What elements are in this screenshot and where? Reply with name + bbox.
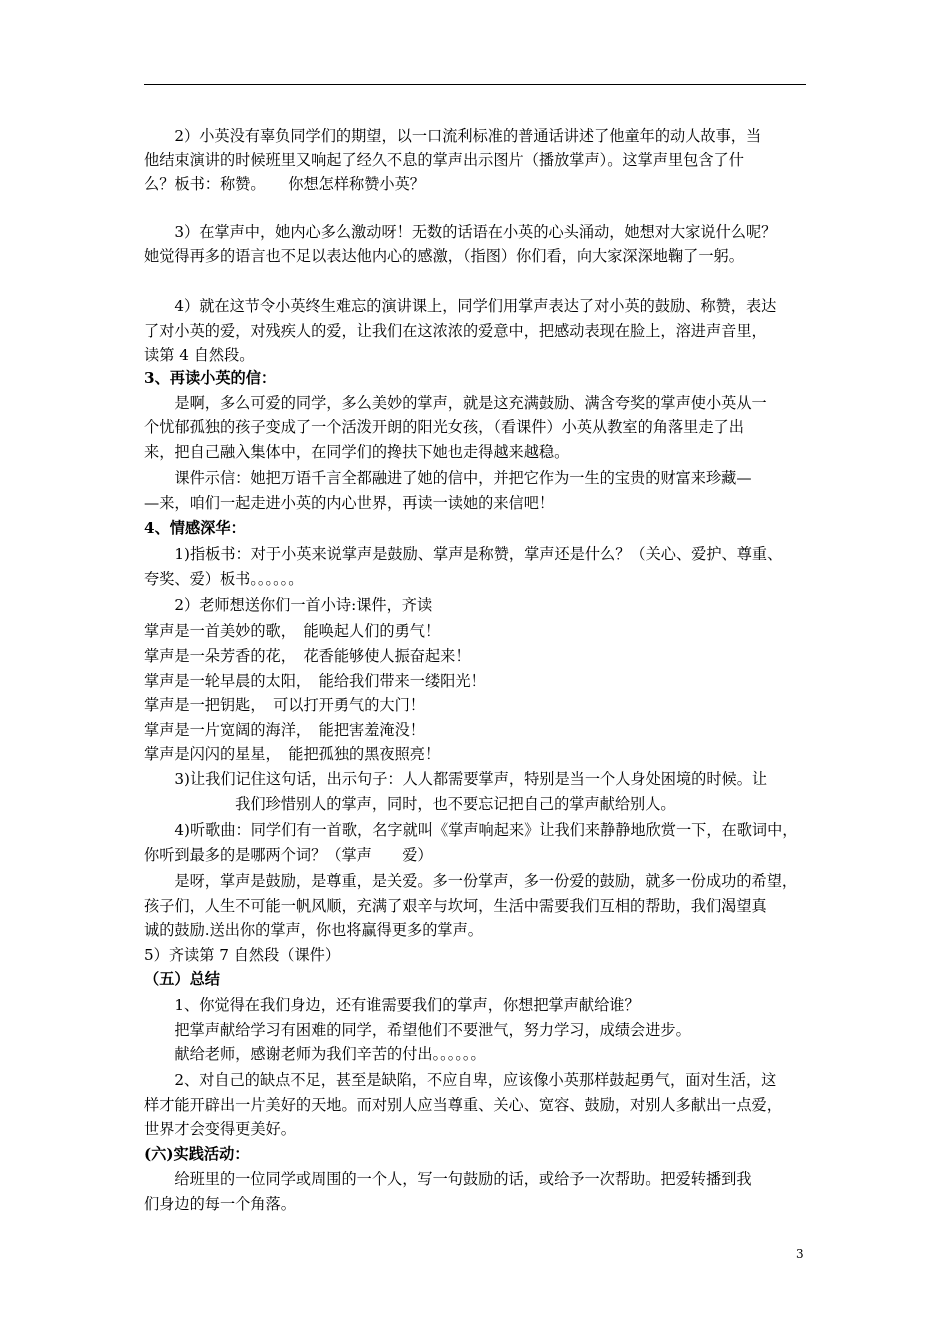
poem-line: 掌声是一朵芳香的花， 花香能够使人振奋起来！ [144,647,471,665]
poem-line: 掌声是一把钥匙， 可以打开勇气的大门！ [144,696,425,714]
paragraph-line: 样才能开辟出一片美好的天地。而对别人应当尊重、关心、宽容、鼓励，对别人多献出一点爱， [144,1096,782,1114]
paragraph-line: 是呀，掌声是鼓励，是尊重，是关爱。多一份掌声，多一份爱的鼓励，就多一份成功的希望， [144,872,798,890]
section-heading: 4、情感深华： [144,519,246,537]
paragraph-line: 读第 4 自然段。 [144,346,255,364]
paragraph-line: 诚的鼓励.送出你的掌声，你也将赢得更多的掌声。 [144,921,483,939]
paragraph-line: 你听到最多的是哪两个词？（掌声 爱） [144,846,433,864]
paragraph-line: 4）就在这节令小英终生难忘的演讲课上，同学们用掌声表达了对小英的鼓励、称赞，表达 [144,297,777,315]
paragraph-line: 2）老师想送你们一首小诗:课件，齐读 [144,596,433,614]
poem-line: 掌声是一首美妙的歌， 能唤起人们的勇气！ [144,622,441,640]
paragraph-line: 个忧郁孤独的孩子变成了一个活泼开朗的阳光女孩，（看课件）小英从教室的角落里走了出 [144,418,744,436]
paragraph-line: —来，咱们一起走进小英的内心世界，再读一读她的来信吧！ [144,494,555,512]
section-heading: (六)实践活动： [144,1145,250,1163]
paragraph-line: 1)指板书：对于小英来说掌声是鼓励、掌声是称赞，掌声还是什么？（关心、爱护、尊重、 [144,545,783,563]
poem-line: 掌声是一片宽阔的海洋， 能把害羞淹没！ [144,721,425,739]
paragraph-line: 3)让我们记住这句话，出示句子：人人都需要掌声，特别是当一个人身处困境的时候。让 [144,770,768,788]
paragraph-line: 我们珍惜别人的掌声，同时，也不要忘记把自己的掌声献给别人。 [144,795,676,813]
paragraph-line: 世界才会变得更美好。 [144,1120,296,1138]
paragraph-line: 么？板书：称赞。 你想怎样称赞小英？ [144,175,425,193]
header-rule [144,84,806,85]
section-heading: （五）总结 [144,970,220,988]
paragraph-line: 3）在掌声中，她内心多么激动呀！无数的话语在小英的心头涌动，她想对大家说什么呢？ [144,223,777,241]
paragraph-line: 了对小英的爱，对残疾人的爱，让我们在这浓浓的爱意中，把感动表现在脸上，溶进声音里， [144,322,767,340]
paragraph-line: 2）小英没有辜负同学们的期望，以一口流利标准的普通话讲述了他童年的动人故事，当 [144,127,762,145]
poem-line: 掌声是闪闪的星星， 能把孤独的黑夜照亮！ [144,745,441,763]
paragraph-line: 给班里的一位同学或周围的一个人，写一句鼓励的话，或给予一次帮助。把爱转播到我 [144,1170,752,1188]
paragraph-line: 是啊，多么可爱的同学，多么美妙的掌声，就是这充满鼓励、满含夸奖的掌声使小英从一 [144,394,767,412]
paragraph-line: 她觉得再多的语言也不足以表达他内心的感激，（指图）你们看，向大家深深地鞠了一躬。 [144,247,744,265]
page-number: 3 [796,1247,804,1261]
paragraph-line: 2、对自己的缺点不足，甚至是缺陷，不应自卑，应该像小英那样鼓起勇气，面对生活，这 [144,1071,777,1089]
paragraph-line: 把掌声献给学习有困难的同学，希望他们不要泄气，努力学习，成绩会进步。 [144,1021,691,1039]
paragraph-line: 他结束演讲的时候班里又响起了经久不息的掌声出示图片（播放掌声）。这掌声里包含了什 [144,151,744,169]
paragraph-line: 夸奖、爱）板书。。。。。。 [144,570,304,588]
poem-line: 掌声是一轮早晨的太阳， 能给我们带来一缕阳光！ [144,672,486,690]
paragraph-line: 5）齐读第 7 自然段（课件） [144,946,341,964]
paragraph-line: 4)听歌曲：同学们有一首歌，名字就叫《掌声响起来》让我们来静静地欣赏一下，在歌词中， [144,821,798,839]
paragraph-line: 孩子们，人生不可能一帆风顺，充满了艰辛与坎坷，生活中需要我们互相的帮助，我们渴望真 [144,897,767,915]
section-heading: 3、再读小英的信： [144,369,277,387]
paragraph-line: 1、你觉得在我们身边，还有谁需要我们的掌声，你想把掌声献给谁？ [144,996,640,1014]
paragraph-line: 献给老师，感谢老师为我们辛苦的付出。。。。。。 [144,1045,486,1063]
paragraph-line: 来，把自己融入集体中，在同学们的搀扶下她也走得越来越稳。 [144,443,570,461]
paragraph-line: 课件示信：她把万语千言全都融进了她的信中，并把它作为一生的宝贵的财富来珍藏— [144,469,752,487]
paragraph-line: 们身边的每一个角落。 [144,1195,296,1213]
